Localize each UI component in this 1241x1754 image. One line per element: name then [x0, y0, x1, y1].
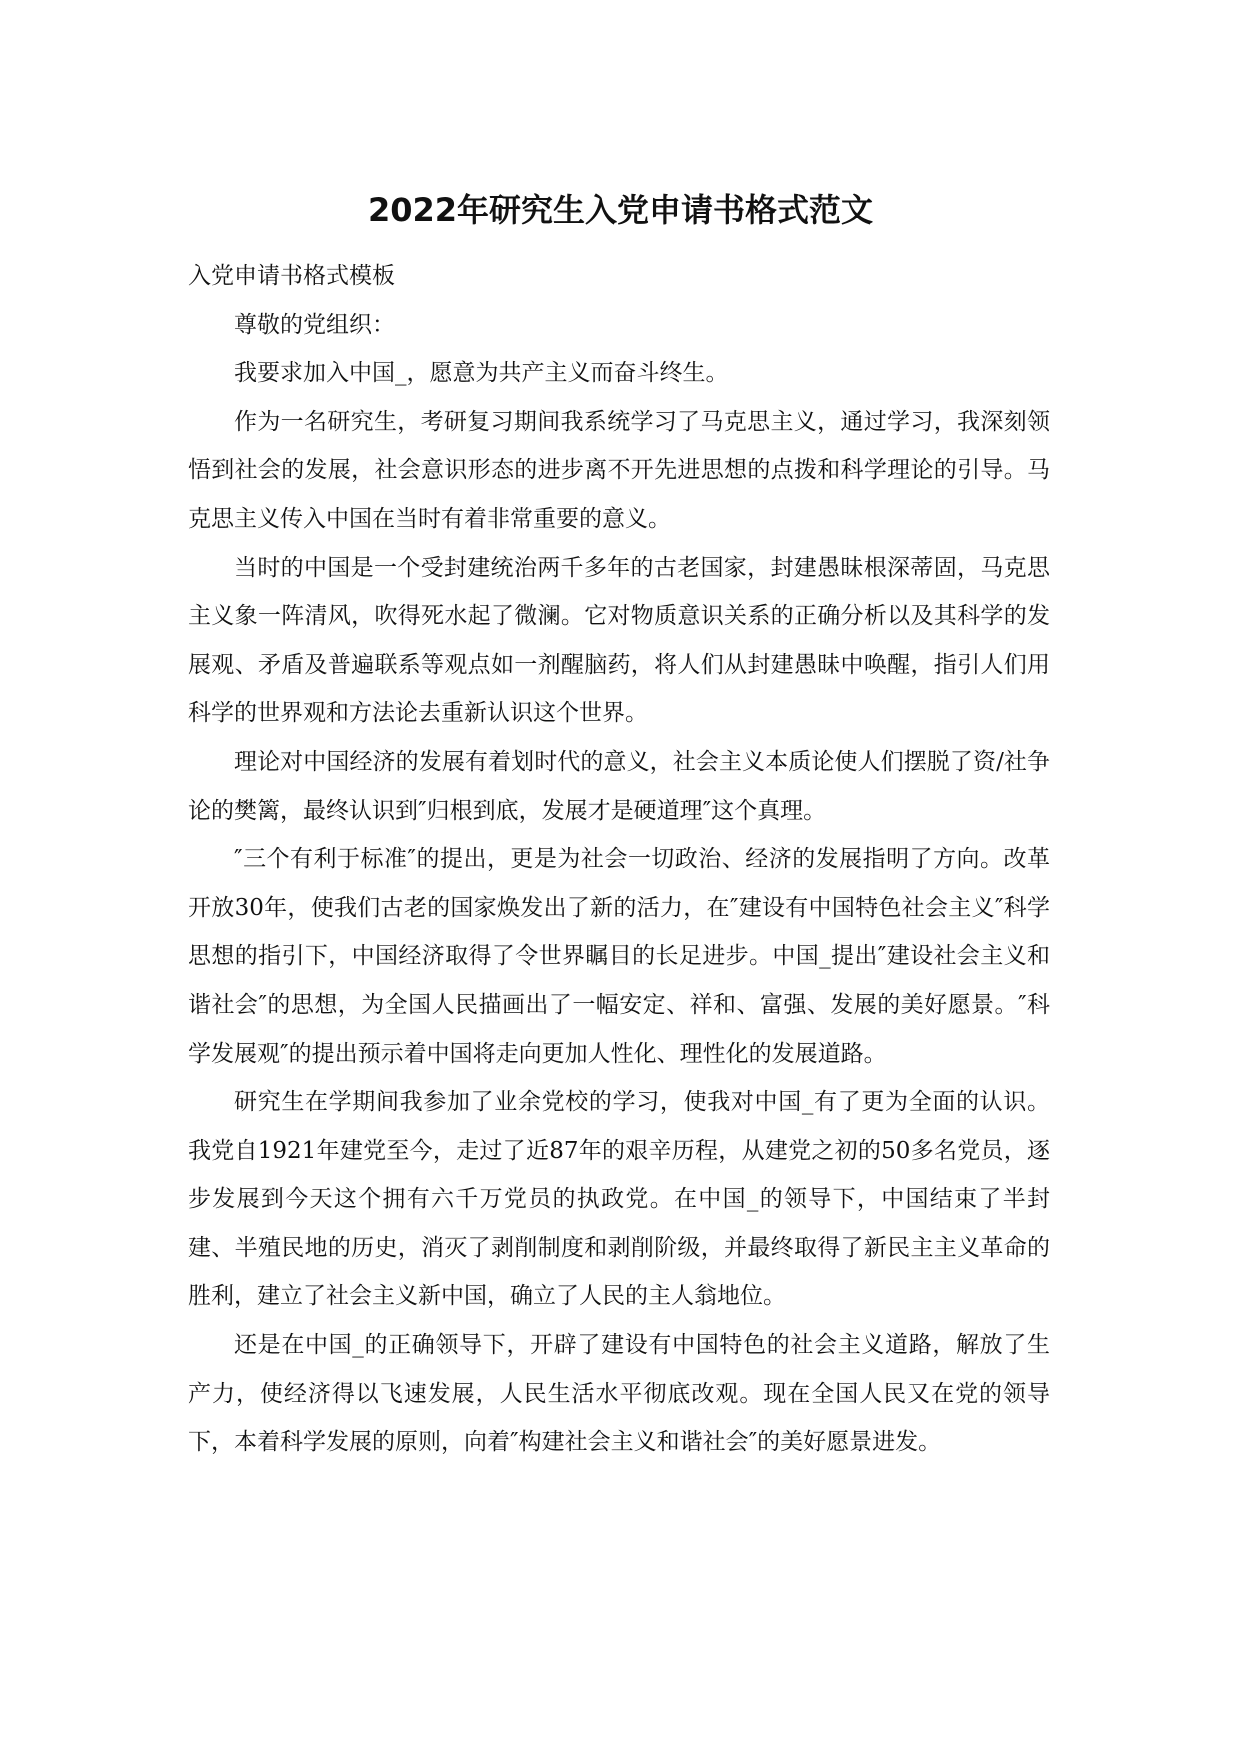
paragraph-7: 还是在中国_的正确领导下，开辟了建设有中国特色的社会主义道路，解放了生产力，使经济得以飞速发展，人民生活水平彻底改观。现在全国人民又在党的领导下，本着科学发展的原则，向着″构建社会主义和谐社会″的美好愿景进发。	[188, 1332, 1050, 1456]
document-title: 2022年研究生入党申请书格式范文	[367, 191, 874, 229]
paragraph-5: ″三个有利于标准″的提出，更是为社会一切政治、经济的发展指明了方向。改革开放30年，使我们古老的国家焕发出了新的活力，在″建设有中国特色社会主义″科学思想的指引下，中国经济取得了令世界瞩目的长足进步。中国_提出″建设社会主义和谐社会″的思想，为全国人民描画出了一幅安定、祥和、富强、发展的美好愿景。″科学发展观″的提出预示着中国将走向更加人性化、理性化的发展道路。	[188, 846, 1050, 1067]
paragraph-4: 理论对中国经济的发展有着划时代的意义，社会主义本质论使人们摆脱了资/社争论的樊篱，最终认识到″归根到底，发展才是硬道理″这个真理。	[188, 748, 1050, 824]
paragraph-1: 我要求加入中国_，愿意为共产主义而奋斗终生。	[234, 360, 729, 387]
subtitle: 入党申请书格式模板	[188, 263, 395, 289]
paragraph-3: 当时的中国是一个受封建统治两千多年的古老国家，封建愚昧根深蒂固，马克思主义象一阵清风，吹得死水起了微澜。它对物质意识关系的正确分析以及其科学的发展观、矛盾及普遍联系等观点如一剂醒脑药，将人们从封建愚昧中唤醒，指引人们用科学的世界观和方法论去重新认识这个世界。	[188, 554, 1050, 727]
salutation: 尊敬的党组织：	[234, 311, 395, 338]
paragraph-2: 作为一名研究生，考研复习期间我系统学习了马克思主义，通过学习，我深刻领悟到社会的发展，社会意识形态的进步离不开先进思想的点拨和科学理论的引导。马克思主义传入中国在当时有着非常重要的意义。	[188, 408, 1050, 532]
document-body	[188, 252, 1050, 1467]
paragraph-6: 研究生在学期间我参加了业余党校的学习，使我对中国_有了更为全面的认识。我党自1921年建党至今，走过了近87年的艰辛历程，从建党之初的50多名党员，逐步发展到今天这个拥有六千万党员的执政党。在中国_的领导下，中国结束了半封建、半殖民地的历史，消灭了剥削制度和剥削阶级，并最终取得了新民主主义革命的胜利，建立了社会主义新中国，确立了人民的主人翁地位。	[188, 1089, 1050, 1310]
